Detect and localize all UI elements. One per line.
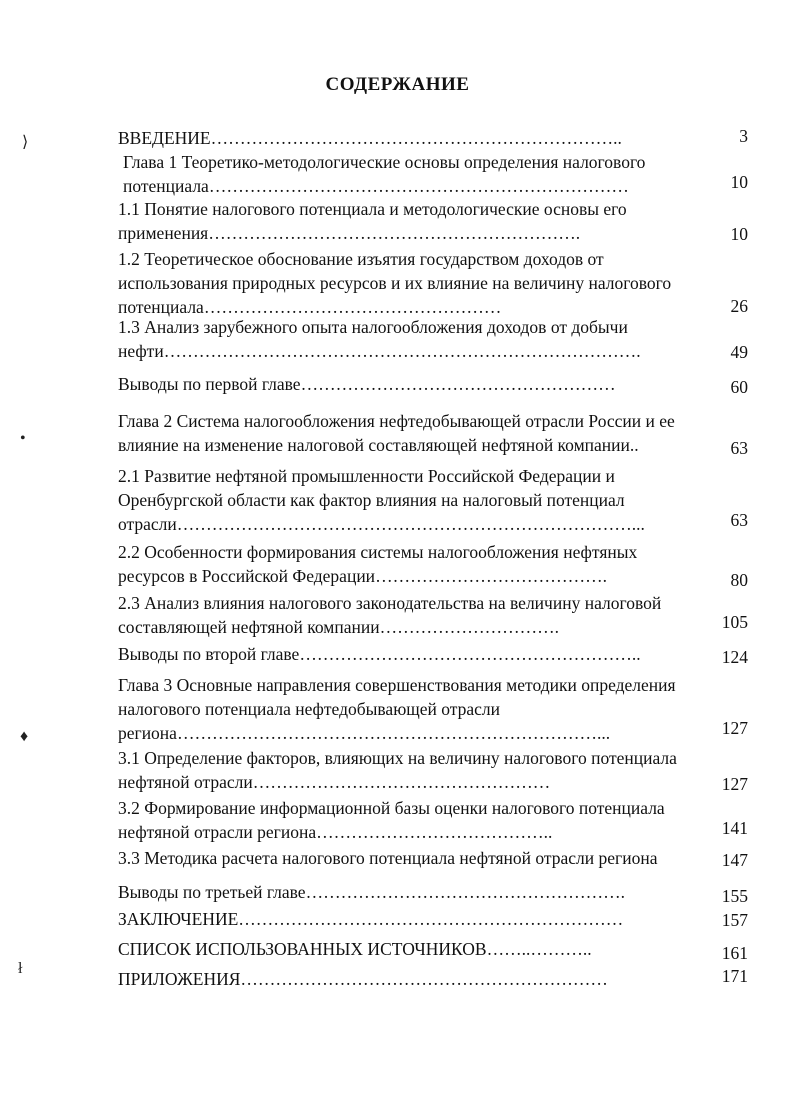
toc-leader: …………………………………………… — [252, 772, 551, 792]
toc-entry-text: 1.1 Понятие налогового потенциала и методологические основы его применения — [118, 199, 627, 243]
toc-leader: …………………………. — [379, 617, 559, 637]
toc-leader: ……………………………………………… — [300, 374, 616, 394]
toc-entry-text: Выводы по первой главе — [118, 374, 301, 394]
toc-entry-text: Глава 1 Теоретико-методологические основы определения налогового потенциала — [123, 152, 646, 196]
toc-entry — [118, 591, 708, 639]
toc-page-number: 49 — [730, 342, 748, 362]
toc-leader: ………………………………………………………………... — [176, 723, 611, 743]
toc-entry — [118, 880, 708, 904]
margin-mark: • — [20, 430, 26, 447]
toc-page-number: 3 — [739, 126, 748, 146]
toc-leader: ………………………………………………………… — [238, 909, 624, 929]
toc-entry-text: 2.1 Развитие нефтяной промышленности Российской Федерации и Оренбургской области как фактор влияния на налоговый потенциал отрасли — [118, 466, 625, 534]
toc-entry-text: Глава 3 Основные направления совершенствования методики определения налогового потенциала нефтедобывающей отрасли региона — [118, 675, 676, 743]
toc-entry-text: ПРИЛОЖЕНИЯ — [118, 969, 241, 989]
toc-page-number: 127 — [721, 774, 748, 794]
toc-page-number: 127 — [721, 718, 748, 738]
toc-entry — [118, 126, 708, 150]
toc-entry — [118, 846, 708, 870]
toc-page-number: 63 — [730, 438, 748, 458]
toc-page-number: 105 — [721, 612, 748, 632]
toc-leader: ………………………………………………….. — [299, 644, 641, 664]
toc-entry — [118, 967, 708, 991]
toc-entry-text: 1.2 Теоретическое обоснование изъятия государством доходов от использования природных ресурсов и их влияние на величину налогового потенциала — [118, 249, 672, 317]
toc-entry-text: 3.1 Определение факторов, влияющих на величину налогового потенциала нефтяной отрасли — [118, 748, 677, 792]
toc-entry-text: Выводы по третьей главе — [118, 882, 306, 902]
toc-entry-text: 2.2 Особенности формирования системы налогообложения нефтяных ресурсов в Российской Федерации — [118, 542, 638, 586]
toc-leader: ……..……….. — [486, 939, 592, 959]
toc-page-number: 60 — [730, 377, 748, 397]
margin-mark: ⟩ — [22, 134, 29, 151]
toc-entry — [118, 197, 708, 245]
toc-page-number: 141 — [721, 818, 748, 838]
toc-entry-text: Глава 2 Система налогообложения нефтедобывающей отрасли России и ее влияние на изменение налоговой составляющей нефтяной компании.. — [118, 411, 675, 455]
toc-entry — [118, 540, 708, 588]
toc-page-number: 161 — [721, 943, 748, 963]
toc-entry — [123, 150, 708, 198]
toc-entry — [118, 409, 708, 457]
toc-entry — [118, 796, 708, 844]
toc-leader: ………………………………………………………. — [208, 223, 581, 243]
toc-page-number: 26 — [730, 296, 748, 316]
toc-entry — [118, 372, 708, 396]
toc-page-number: 157 — [721, 910, 748, 930]
toc-entry-text: ЗАКЛЮЧЕНИЕ — [118, 909, 239, 929]
toc-leader: ……………………………………………………………………... — [176, 514, 645, 534]
toc-page-number: 155 — [721, 886, 748, 906]
toc-entry — [118, 247, 708, 319]
toc-leader: ……………………………………………………… — [240, 969, 608, 989]
toc-leader: ………………………………………………………………………. — [163, 341, 641, 361]
toc-entry — [118, 746, 708, 794]
margin-mark: ł — [18, 960, 23, 977]
toc-entry-text: 3.3 Методика расчета налогового потенциала нефтяной отрасли региона — [118, 848, 658, 868]
toc-entry-text: Выводы по второй главе — [118, 644, 300, 664]
toc-entry — [118, 937, 708, 961]
toc-page-number: 147 — [721, 850, 748, 870]
toc-leader: ………………………………….. — [316, 822, 553, 842]
toc-entry-text: 3.2 Формирование информационной базы оценки налогового потенциала нефтяной отрасли региона — [118, 798, 665, 842]
toc-page-number: 63 — [730, 510, 748, 530]
toc-entry-text: 1.3 Анализ зарубежного опыта налогообложения доходов от добычи нефти — [118, 317, 628, 361]
toc-page-number: 124 — [721, 647, 748, 667]
toc-entry-text: СПИСОК ИСПОЛЬЗОВАННЫХ ИСТОЧНИКОВ — [118, 939, 487, 959]
toc-entry — [118, 315, 708, 363]
toc-entry — [118, 673, 708, 745]
toc-page-number: 10 — [730, 172, 748, 192]
toc-page-number: 171 — [721, 966, 748, 986]
toc-leader: ……………………………………………………………… — [208, 176, 629, 196]
toc-leader: …………………………………. — [375, 566, 607, 586]
toc-entry-text: ВВЕДЕНИЕ — [118, 128, 211, 148]
margin-mark: ♦ — [20, 728, 29, 745]
toc-leader: ………………………………………………. — [305, 882, 625, 902]
toc-entry — [118, 907, 708, 931]
toc-leader: …………………………………………… — [203, 297, 502, 317]
page-title: СОДЕРЖАНИЕ — [325, 74, 470, 95]
toc-entry — [118, 642, 708, 666]
toc-entry — [118, 464, 708, 536]
toc-entry-text: 2.3 Анализ влияния налогового законодательства на величину налоговой составляющей нефтяной компании — [118, 593, 662, 637]
toc-page-number: 10 — [730, 224, 748, 244]
toc-leader: …………………………………………………………….. — [210, 128, 622, 148]
toc-page-number: 80 — [730, 570, 748, 590]
